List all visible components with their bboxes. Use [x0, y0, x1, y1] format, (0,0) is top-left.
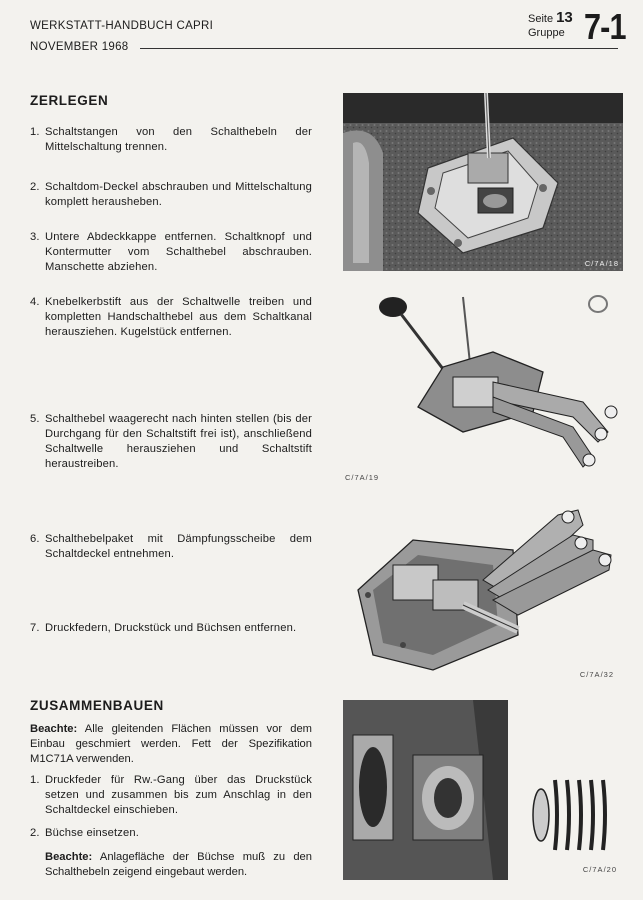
figure-photo-lever-assembly — [343, 282, 628, 482]
page-header — [30, 16, 213, 58]
step-number: 2. — [30, 827, 40, 839]
step-text: Schalthebelpaket mit Dämpfungsscheibe dem Schaltdeckel entnehmen. — [45, 533, 312, 560]
note-paragraph — [30, 722, 312, 767]
list-item — [30, 826, 312, 841]
step-number: 6. — [30, 533, 40, 545]
list-item — [30, 295, 312, 340]
step-number: 7. — [30, 622, 40, 634]
list-item — [30, 125, 312, 155]
list-item — [30, 621, 312, 636]
step-text: Druckfeder für Rw.-Gang über das Druckstück setzen und zusammen bis zum Anschlag in den Schaltdeckel einschieben. — [45, 774, 312, 816]
seite-label: Seite — [528, 13, 554, 25]
figure-reference: C/7A/19 — [345, 473, 380, 482]
step-text: Druckfedern, Druckstück und Büchsen entfernen. — [45, 622, 297, 634]
note-label: Beachte: — [45, 851, 93, 863]
step-number: 2. — [30, 181, 40, 193]
figure-photo-lever-package — [343, 495, 628, 685]
figure-photo-gearshift-housing — [343, 93, 623, 271]
section-heading-zerlegen: ZERLEGEN — [30, 93, 109, 108]
step-number: 1. — [30, 126, 40, 138]
note-label: Beachte: — [30, 723, 78, 735]
step-number: 5. — [30, 413, 40, 425]
step-text: Büchse einsetzen. — [45, 827, 139, 839]
section-heading-zusammenbauen: ZUSAMMENBAUEN — [30, 698, 164, 713]
step-text: Untere Abdeckkappe entfernen. Schaltknopf und Kontermutter vom Schalthebel abschrauben. Manschette abziehen. — [45, 231, 312, 273]
step-text: Knebelkerbstift aus der Schaltwelle treiben und kompletten Handschalthebel aus dem Schaltkanal herausziehen. Kugelstück entfernen. — [45, 296, 312, 338]
step-number: 4. — [30, 296, 40, 308]
gruppe-label: Gruppe — [528, 27, 565, 39]
manual-title: WERKSTATT-HANDBUCH CAPRI — [30, 20, 214, 32]
step-text: Schaltstangen von den Schalthebeln der Mittelschaltung trennen. — [45, 126, 312, 153]
note-text: Anlagefläche der Büchse muß zu den Schalthebeln zeigend eingebaut werden. — [45, 851, 312, 878]
note-paragraph — [45, 850, 312, 880]
figure-reference: C/7A/18 — [584, 259, 619, 268]
page-number — [528, 9, 573, 26]
list-item — [30, 532, 312, 562]
gruppe-number: 7-1 — [584, 6, 626, 47]
seite-number: 13 — [556, 9, 573, 26]
step-text: Schalthebel waagerecht nach hinten stellen (bis der Durchgang für den Schaltstift frei ist), anschließend Schaltwelle herausziehen und Schaltstift heraustreiben. — [45, 413, 312, 470]
step-text: Schaltdom-Deckel abschrauben und Mittelschaltung komplett herausheben. — [45, 181, 312, 208]
list-item — [30, 412, 312, 472]
list-item — [30, 180, 312, 210]
step-number: 3. — [30, 231, 40, 243]
manual-date: NOVEMBER 1968 — [30, 41, 129, 53]
step-number: 1. — [30, 774, 40, 786]
list-item — [30, 230, 312, 275]
header-rule — [140, 48, 618, 49]
figure-reference: C/7A/20 — [582, 865, 617, 874]
note-text: Alle gleitenden Flächen müssen vor dem Einbau geschmiert werden. Fett der Spezifikation M1C71A verwenden. — [30, 723, 312, 765]
list-item — [30, 773, 312, 818]
figure-photo-spring-detail — [343, 700, 623, 880]
figure-reference: C/7A/32 — [579, 670, 614, 679]
